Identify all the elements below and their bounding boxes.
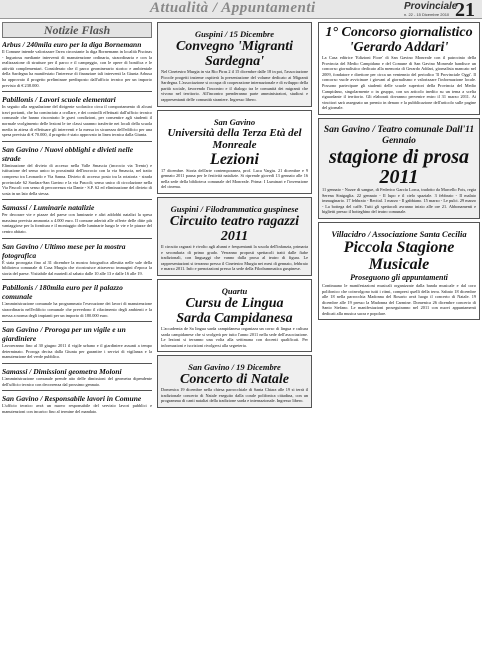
article-subhead: Proseguono gli appuntamenti (350, 272, 448, 282)
article-teatro-ragazzi (157, 197, 312, 276)
news-flash-item (2, 367, 152, 391)
article-kicker: Guspini / Filodrammatica guspinese (170, 203, 299, 214)
article-kicker: San Gavino (213, 116, 256, 127)
divider (2, 141, 152, 142)
divider (2, 390, 152, 391)
news-flash-item (2, 283, 152, 322)
article-kicker: Quartu (221, 285, 248, 296)
article-body: Il circuito ragazzi è rivolto agli alunni e frequentanti la scuola dell'infanzia, primaria e secondaria di primo grado. Verranno proposti spettacoli tratti dalle fiabe tradizionali, con linguaggi che vanno dalla prosa al teatro di figura. Le rappresentazioni si terranno presso il Cinetestro Murgia nei mesi di gennaio, febbraio e marzo 2011. Info e prenotazioni presso la sede della Filodrammatica guspinese. (161, 243, 308, 272)
article-body: La Casa editrice 'Edizioni Fiore' di San Gavino Monreale con il patrocinio della Provincia del Medio Campidano e del Comune di San Gavino Monreale bandisce un concorso giornalistico dedicato alla memoria di Gerardo Addari, giornalista mancato nel 2009, fondatore e direttore per circa un ventennio del periodico 'Il Provinciale Oggi'. Il concorso vuole avvicinare i giovani al giornalismo e valorizzare l'informazione locale. Possono partecipare gli studenti delle scuole superiori della Provincia del Medio Campidano, singolarmente o in gruppo, con un articolo inedito su un tema a scelta riguardante il territorio. Gli elaborati dovranno pervenire entro il 31 marzo 2011. Ai vincitori sarà assegnato un premio in denaro e la pubblicazione dell'articolo sulle pagine del giornale. (322, 55, 476, 111)
news-flash-title: San Gavino / Ultimo mese per la mostra fotografica (2, 241, 126, 260)
article-headline: stagione di prosa 2011 (328, 145, 470, 188)
news-flash-text: Lavoreranno fino al 30 giugno 2011 il vigile urbano e il giardiniere assunti a tempo determinato. Proroga decisa dalla Giunta per garantire i servizi di vigilanza e la manutenzione del verde pubblico. (2, 343, 152, 360)
news-flash-text: Il Comune intende valorizzare l'area circostante la diga Bornemann in località Piscinas - Ingurtosu mediante interventi di manutenzione ordinaria, straordinaria e con la realizzazione di strutture per il parco e il campeggio, con le opere di bonifica e le attività complementari. Considerato che il parco geominerario storico e ambientale della Sardegna ha manifestato l'interesse di finanziare tali interventi la Giunta Arbusa ha approvato il progetto preliminare predisposto dall'ufficio tecnico per un importo previsto di € 238.000. (2, 49, 152, 88)
news-flash-title: Pabillonis / 180mila euro per il palazzo comunale (2, 283, 123, 302)
divider (2, 199, 152, 200)
news-flash-item (2, 242, 152, 281)
page-header (0, 0, 482, 19)
news-flash-item (2, 145, 152, 201)
news-flash-text: L'ufficio tecnico avrà un nuovo responsabile del servizio lavori pubblici e manutenzioni con incarico fino al termine del mandato. (2, 403, 152, 414)
right-column (318, 22, 480, 657)
article-kicker: San Gavino / Teatro comunale Dall'11 Gennaio (323, 124, 475, 146)
news-flash-text: Eliminazione del divieto di accesso nella Valle Smascia (incrocio via Trento) e istituzione del senso unico in prossimità dell'incrocio con la via Smascia, nel tratto compreso tra Leonardo e Via Sanna. Divieto di accesso posto tra la rotatoria - strada provinciale 62 Sardara-San Gavino e la via Pascoli; senso unico di circolazione nella Via Pascoli con senso di percorrenza via Dante - S.P. 62 ed eliminazione del divieto di sosta in un lato della stessa. (2, 162, 152, 196)
article-body: Nel Cinetestro Murgia in via Rio Piras 2 il 15 dicembre dalle 18 in poi, l'associazione Piccole progetti insieme ospiterà la presentazione del volume dedicato ai Migranti Sardegna. L'associazione si occupa di cooperazione internazionale e di sviluppo della parità sociale, favorendo l'incontro e il dialogo tra le comunità dei migranti che vivono nel territorio. All'incontro prenderanno parte amministratori, studiosi e rappresentanti delle comunità straniere. Ingresso libero. (161, 69, 308, 102)
article-headline: Concerto di Natale (180, 372, 289, 388)
divider (2, 238, 152, 239)
article-universita (157, 110, 312, 194)
divider (2, 321, 152, 322)
article-concerto-natale (157, 355, 312, 408)
section-title: Attualità / Appuntamenti (150, 0, 316, 16)
news-flash-column (2, 22, 152, 657)
news-flash-title: Pabillonis / Lavori scuole elementari (2, 95, 116, 105)
divider (2, 279, 152, 280)
article-body: 11 gennaio - Nozze di sangue, di Federico García Lorca, tradotto da Marcello Fois, regia Serena Sinigaglia. 22 gennaio - Il lupo e il cielo spaziale. 3 febbraio - Il malato immaginario. 17 febbraio - Recital. 1 marzo - Il gabbiano. 15 marzo - Le pulci. 29 marzo - La bottega del caffè. Tutti gli spettacoli avranno inizio alle ore 21. Abbonamenti e biglietti presso il botteghino del teatro comunale. (322, 186, 476, 215)
article-headline-sub: Lezioni (210, 150, 259, 168)
divider (2, 91, 152, 92)
news-flash-text: L'amministrazione comunale prende atto delle dimissioni del geometra dipendente dell'ufficio tecnico con decorrenza dal prossimo gennaio. (2, 376, 152, 387)
newspaper-logo: Provinciale (404, 1, 458, 12)
news-flash-text: L'amministrazione comunale ha programmato l'esecuzione dei lavori di manutenzione straordinaria nell'edificio comunale che prevedono il rifacimento degli ambienti e la messa a norma degli impianti per un importo di 180.000 euro. (2, 301, 152, 318)
article-kicker: Guspini / 15 Dicembre (194, 29, 275, 39)
news-flash-item (2, 95, 152, 142)
article-body: Domenica 19 dicembre nella chiesa parrocchiale di Santa Chiara alle 19 si terrà il tradizionale concerto di Natale eseguito dalla corale polifonica cittadina, con un programma di canti natalizi della tradizione sarda e internazionale. Ingresso libero. (161, 387, 308, 404)
news-flash-item (2, 203, 152, 238)
news-flash-title: Samassi / Luminarie natalizie (2, 203, 95, 213)
article-body: 17 dicembre. Storia dell'arte contemporanea, prof. Luca Vargiu. 21 dicembre e 9 gennaio 2011 pausa per le festività natalizie. Si riprende giovedì 13 gennaio alle 16 nella sede della biblioteca comunale del Monreale. Prima: I Luminari e l'invenzione del cinema. (161, 167, 308, 190)
article-headline: Cursu de Lingua (185, 295, 284, 311)
article-convegno (157, 22, 312, 107)
news-flash-item (2, 325, 152, 364)
news-flash-title: San Gavino / Proroga per un vigile e un giardiniere (2, 325, 126, 344)
news-flash-list (2, 40, 152, 414)
news-flash-title: San Gavino / Responsabile lavori in Comune (2, 394, 142, 404)
page-number: 21 (455, 0, 475, 21)
article-headline: 1° Concorso giornalistico 'Gerardo Addari' (325, 25, 473, 55)
article-headline-sub: Sarda Campidanesa (176, 310, 293, 326)
divider (2, 363, 152, 364)
article-headline: Circuito teatro ragazzi 2011 (169, 213, 300, 244)
news-flash-item (2, 394, 152, 414)
article-headline: Università della Terza Età del Monreale (167, 126, 302, 151)
article-lingua-sarda (157, 279, 312, 352)
article-stagione-musicale (318, 222, 480, 321)
news-flash-text: È stata prorogata fino al 31 dicembre la mostra fotografica allestita nelle sale della biblioteca comunale di Casa Murgia che ricostruisce attraverso immagini d'epoca la storia del paese. Visitabile dal martedì al sabato dalle 10 alle 13 e dalle 16 alle 19. (2, 259, 152, 276)
article-headline: Piccola Stagione Musicale (343, 238, 455, 273)
article-kicker: Villacidro / Associazione Santa Cecilia (331, 228, 467, 239)
article-kicker: San Gavino / 19 Dicembre (188, 362, 281, 373)
news-flash-item (2, 40, 152, 92)
article-concorso (318, 22, 480, 115)
article-stagione-prosa (318, 118, 480, 219)
news-flash-title: San Gavino / Nuovi obblighi e divieti nelle strade (2, 144, 134, 163)
news-flash-title: Arbus / 240mila euro per la diga Bornemann (2, 40, 142, 49)
article-headline: Convegno 'Migranti Sardegna' (175, 39, 294, 69)
news-flash-text: Per decorare vie e piazze del paese con luminarie e altri addobbi natalizi la spesa massima prevista ammonta a 4.000 euro. Il comune aderirà alle offerte delle ditte più vantaggiose per la fornitura e il montaggio delle luminarie lungo le vie e le piazze del centro abitato. (2, 212, 152, 235)
news-flash-text: In seguito alla segnalazione del dirigente scolastico circa il comportamento di alcuni travi portanti, che ha cominciato a crollare, e dei controlli effettuati dall'ufficio tecnico comunale che hanno riscontrato le gravi condizioni, per consentire agli studenti il normale svolgimento delle lezioni le tre classi saranno trasferite nei locali della scuola media in attesa di effettuare gli interventi e la messa in sicurezza dell'edificio per una spesa prevista di € 70.000, il progetto è stato approvato in linea tecnica dalla Giunta. (2, 104, 152, 138)
article-body: L'accademia de Sa lingua sarda campidanesa organizza un corso di lingua e cultura sarda campidanese che si svolgerà per tutto l'anno 2011 nella sede dell'associazione. Le lezioni si terranno una volta alla settimana con docenti qualificati. Per informazioni e iscrizioni rivolgersi alla segreteria. (161, 325, 308, 348)
issue-info: n. 22 - 15 Dicembre 2010 (404, 12, 450, 17)
news-flash-title: Samassi / Dimissioni geometra Moloni (2, 367, 122, 376)
article-body: Continuano le manifestazioni musicali organizzate dalla banda musicale e dal coro polifonico che coinvolgono tutti i ritmi, compresi quelli della terra. Sabato 18 dicembre alle 18 nella parrocchia Madonna del Rosario avrà luogo il concerto di Natale. 19 dicembre alle 19 presso la Madonna del Carmine. Domenica 26 dicembre concerto di Santo Stefano. Le manifestazioni proseguiranno nel 2011 con nuovi appuntamenti dedicati alla musica sacra e popolare. (322, 282, 476, 316)
middle-column (157, 22, 312, 657)
news-flash-banner: Notizie Flash (2, 22, 152, 38)
